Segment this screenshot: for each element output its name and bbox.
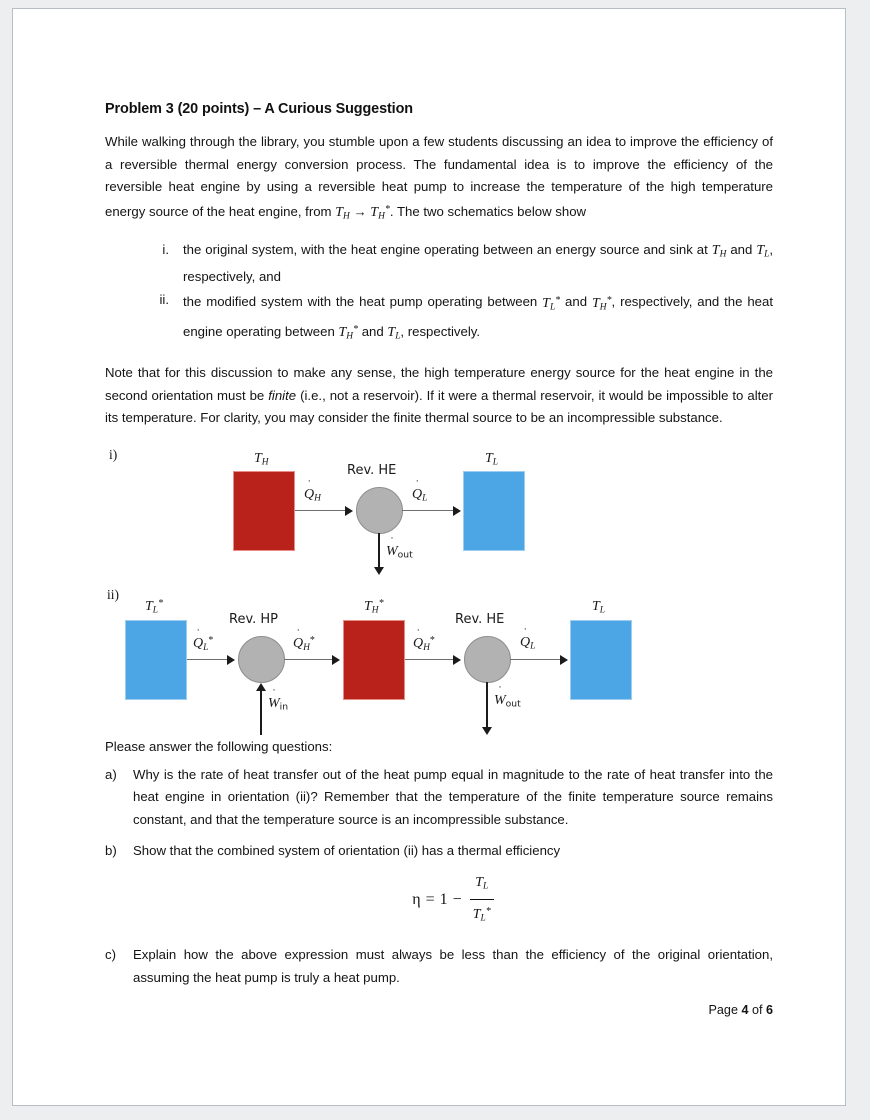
equation-one: 1 xyxy=(439,891,448,909)
question-b-text: Show that the combined system of orientation (ii) has a thermal efficiency xyxy=(133,843,561,859)
diagram-ii-ql-star-line xyxy=(187,659,229,660)
intro-paragraph-text: While walking through the library, you stumble upon a few students discussing an idea to improve the efficiency of a reversible thermal energy conversion process. The fundamental idea is to improve the efficiency of the reversible heat engine by using a reversible heat pump to increase the temperature of the high temperature energy source of the heat engine, from xyxy=(105,134,773,219)
document-body xyxy=(105,101,773,1017)
roman-list xyxy=(105,239,773,348)
diagram-i-qh-line xyxy=(295,510,347,511)
question-a xyxy=(105,764,773,832)
roman-item-i-text-b: and xyxy=(730,241,753,257)
question-c xyxy=(105,944,773,989)
footer-total-pages: 6 xyxy=(765,1003,773,1017)
footer-page-number: 4 xyxy=(741,1003,749,1017)
question-a-marker: a) xyxy=(105,766,117,782)
efficiency-equation xyxy=(133,871,773,930)
roman-item-ii-text-e: , respectively. xyxy=(400,323,481,339)
footer-middle: of xyxy=(748,1003,766,1017)
diagram-ii-work-out-arrowhead xyxy=(482,727,492,735)
note-paragraph-pre: Note that for this discussion to make any sense, the high temperature energy source for the heat engine in the second orientation must be xyxy=(105,365,773,403)
math-T-H: $T_H$ xyxy=(335,204,350,222)
questions-intro: Please answer the following questions: xyxy=(105,738,333,754)
diagram-ii-work-in-arrowhead xyxy=(256,683,266,691)
intro-paragraph: While walking through the library, you stumble upon a few students discussing an idea to improve the efficiency of a reversible thermal energy conversion process. The fundamental idea is to improve the efficiency of the reversible heat engine by using a reversible heat pump to increase the temperature of the high temperature energy source of the heat engine, from $T_H \to T_H^*$. The two schematics below show xyxy=(105,131,773,228)
diagram-i-cold-reservoir-label: $T_L$ xyxy=(485,450,499,468)
roman-marker-i: i. xyxy=(162,241,169,257)
note-paragraph-italic: finite xyxy=(268,387,297,403)
diagram-ii-ql-line xyxy=(510,659,562,660)
diagram-i-ql-line xyxy=(402,510,455,511)
diagram-ii-finite-source-label: $T_H^*$ xyxy=(364,597,384,616)
diagram-i-work-arrowhead xyxy=(374,567,384,575)
equation-numerator: $T_L$ xyxy=(475,874,489,892)
math-T-L-inline: $T_L$ xyxy=(756,242,770,260)
diagram-ii-work-out-line xyxy=(486,682,488,729)
equation-equals: = xyxy=(425,891,435,909)
document-page xyxy=(12,8,846,1106)
roman-item-ii-text-d: and xyxy=(361,323,384,339)
diagram-i-device-label: Rev. HE xyxy=(347,462,397,478)
diagram-ii-qh-star-arrowhead-1 xyxy=(332,655,340,665)
equation-minus: − xyxy=(452,891,462,909)
equation-eta: η xyxy=(412,891,421,909)
question-a-text: Why is the rate of heat transfer out of the heat pump equal in magnitude to the rate of heat transfer into the heat engine in orientation (ii)? Remember that the temperature of the finite temperature source remains constant, and that the temperature source is an incompressible substance. xyxy=(133,766,773,827)
diagram-i-heat-engine xyxy=(356,487,403,534)
diagram-i xyxy=(105,441,773,573)
diagram-i-label: i) xyxy=(109,446,118,462)
question-b xyxy=(105,840,773,930)
diagram-i-qh-label: Q ˙ $_H$ xyxy=(304,476,321,504)
page-footer xyxy=(105,1003,773,1017)
diagram-ii-work-in-line xyxy=(260,690,262,735)
diagram-ii-work-in-label: W ˙ $_{in}$ xyxy=(268,685,289,712)
intro-paragraph-tail: . The two schematics below show xyxy=(389,203,587,219)
roman-marker-ii: ii. xyxy=(159,292,169,308)
diagram-ii-cold-star-label: $T_L^*$ xyxy=(145,597,164,616)
math-T-H-star-b: $T_H^*$ xyxy=(338,323,359,342)
diagram-ii-qh-star-line-1 xyxy=(284,659,334,660)
math-T-H-star: $T_H^*$ xyxy=(370,203,390,222)
diagram-ii xyxy=(105,587,773,739)
roman-item-ii-text-b: and xyxy=(565,294,588,310)
roman-item-ii-text-c: , respectively, and the heat engine operating between xyxy=(183,294,774,339)
diagram-ii-ql-star-arrowhead xyxy=(227,655,235,665)
diagram-ii-ql-label: Q ˙ $_L$ xyxy=(520,624,536,652)
roman-item-i-text-c: , respectively, and xyxy=(183,241,774,284)
diagram-ii-heat-pump-label: Rev. HP xyxy=(229,611,279,627)
note-paragraph-post: (i.e., not a reservoir). If it were a thermal reservoir, it would be impossible to alter its temperature. For clarity, you may consider the finite thermal source to be an incompressible substance. xyxy=(105,387,774,426)
diagram-ii-ql-arrowhead xyxy=(560,655,568,665)
diagram-ii-qh-star-label-2: Q ˙ $_H$* xyxy=(413,625,435,653)
questions-list xyxy=(105,764,773,989)
question-c-marker: c) xyxy=(105,947,116,962)
diagram-ii-heat-engine-label: Rev. HE xyxy=(455,611,505,627)
diagram-ii-ql-star-label: Q ˙ $_L$* xyxy=(193,625,214,653)
page-title: Problem 3 (20 points) – A Curious Suggestion xyxy=(105,101,413,117)
diagram-ii-cold-reservoir xyxy=(570,620,632,700)
diagram-i-work-line xyxy=(378,533,380,569)
diagram-i-qh-arrowhead xyxy=(345,506,353,516)
diagram-ii-work-out-label: W ˙ $_{out}$ xyxy=(494,682,521,709)
roman-item-ii xyxy=(105,289,773,348)
note-paragraph xyxy=(105,362,773,430)
question-c-text: Explain how the above expression must always be less than the efficiency of the original orientation, assuming the heat pump is truly a heat pump. xyxy=(133,947,773,985)
footer-prefix: Page xyxy=(708,1003,742,1017)
equation-fraction xyxy=(470,871,494,930)
math-T-L-b: $T_L$ xyxy=(387,324,401,342)
diagram-ii-label: ii) xyxy=(107,586,119,602)
diagram-i-work-label: W ˙ $_{out}$ xyxy=(386,533,413,560)
diagram-i-hot-reservoir-label: $T_H$ xyxy=(254,450,269,468)
roman-item-i xyxy=(105,239,773,289)
math-T-H-inline: $T_H$ xyxy=(711,242,727,260)
math-T-L-star-a: $T_L^*$ xyxy=(542,294,561,313)
diagram-i-ql-label: Q ˙ $_L$ xyxy=(412,476,428,504)
diagram-ii-heat-pump xyxy=(238,636,285,683)
roman-item-i-text-a: the original system, with the heat engine operating between an energy source and sink at xyxy=(183,241,708,257)
question-b-marker: b) xyxy=(105,843,117,859)
diagram-ii-qh-star-label-1: Q ˙ $_H$* xyxy=(293,625,315,653)
math-T-H-star-a: $T_H^*$ xyxy=(591,294,612,313)
diagram-i-ql-arrowhead xyxy=(453,506,461,516)
diagram-ii-cold-star-reservoir xyxy=(125,620,187,700)
diagram-i-hot-reservoir xyxy=(233,471,295,551)
diagram-ii-qh-star-line-2 xyxy=(405,659,455,660)
diagram-ii-finite-source xyxy=(343,620,405,700)
diagram-ii-heat-engine xyxy=(464,636,511,683)
equation-denominator: $T_L^*$ xyxy=(470,899,494,930)
diagram-ii-cold-reservoir-label: $T_L$ xyxy=(592,598,606,616)
diagram-i-cold-reservoir xyxy=(463,471,525,551)
roman-item-ii-text-a: the modified system with the heat pump operating between xyxy=(183,294,538,310)
diagram-ii-qh-star-arrowhead-2 xyxy=(453,655,461,665)
